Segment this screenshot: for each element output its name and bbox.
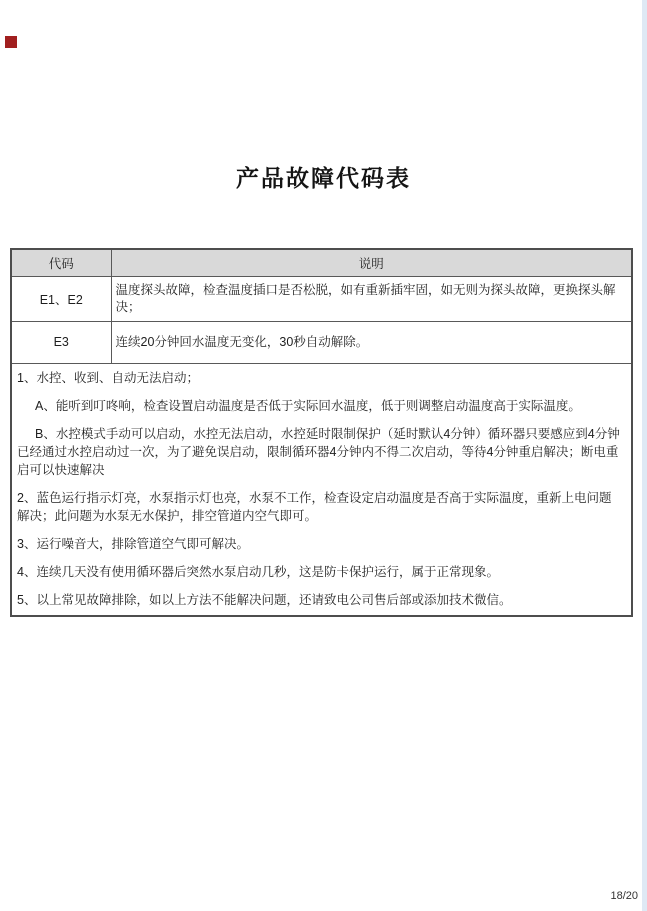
fault-description-cell: 连续20分钟回水温度无变化，30秒自动解除。 [111,321,632,363]
table-row-e1-e2 [11,276,632,321]
fault-code-table [10,248,633,617]
column-header-code: 代码 [11,249,111,276]
note-item-1b: B、水控模式手动可以启动，水控无法启动，水控延时限制保护（延时默认4分钟）循环器只要感应到4分钟已经通过水控启动过一次，为了避免误启动，限制循环器4分钟内不得二次启动，等待4分钟重启解决；断电重启可以快速解决 [17,426,620,477]
note-item-2: 2、蓝色运行指示灯亮，水泵指示灯也亮，水泵不工作，检查设定启动温度是否高于实际温度，重新上电问题解决；此问题为水泵无水保护，排空管道内空气即可。 [17,490,612,523]
fault-description-cell: 温度探头故障，检查温度插口是否松脱，如有重新插牢固，如无则为探头故障，更换探头解决； [111,276,632,321]
red-square-marker [5,36,17,48]
note-item-1a: A、能听到叮咚响，检查设置启动温度是否低于实际回水温度，低于则调整启动温度高于实际温度。 [35,398,581,413]
note-item-3: 3、运行噪音大，排除管道空气即可解决。 [17,536,249,551]
note-item-5: 5、以上常见故障排除，如以上方法不能解决问题，还请致电公司售后部或添加技术微信。 [17,592,512,607]
table-header-row [11,249,632,276]
troubleshooting-notes-cell [11,363,632,616]
page-right-edge-strip [642,0,647,911]
page-number: 18/20 [610,890,638,902]
fault-code-cell: E3 [11,321,111,363]
page-title: 产品故障代码表 [236,165,411,191]
column-header-description: 说明 [111,249,632,276]
table-row-e3 [11,321,632,363]
note-item-1: 1、水控、收到、自动无法启动； [17,370,199,385]
note-item-4: 4、连续几天没有使用循环器后突然水泵启动几秒，这是防卡保护运行，属于正常现象。 [17,564,499,579]
fault-code-cell: E1、E2 [11,276,111,321]
table-notes-row [11,363,632,616]
